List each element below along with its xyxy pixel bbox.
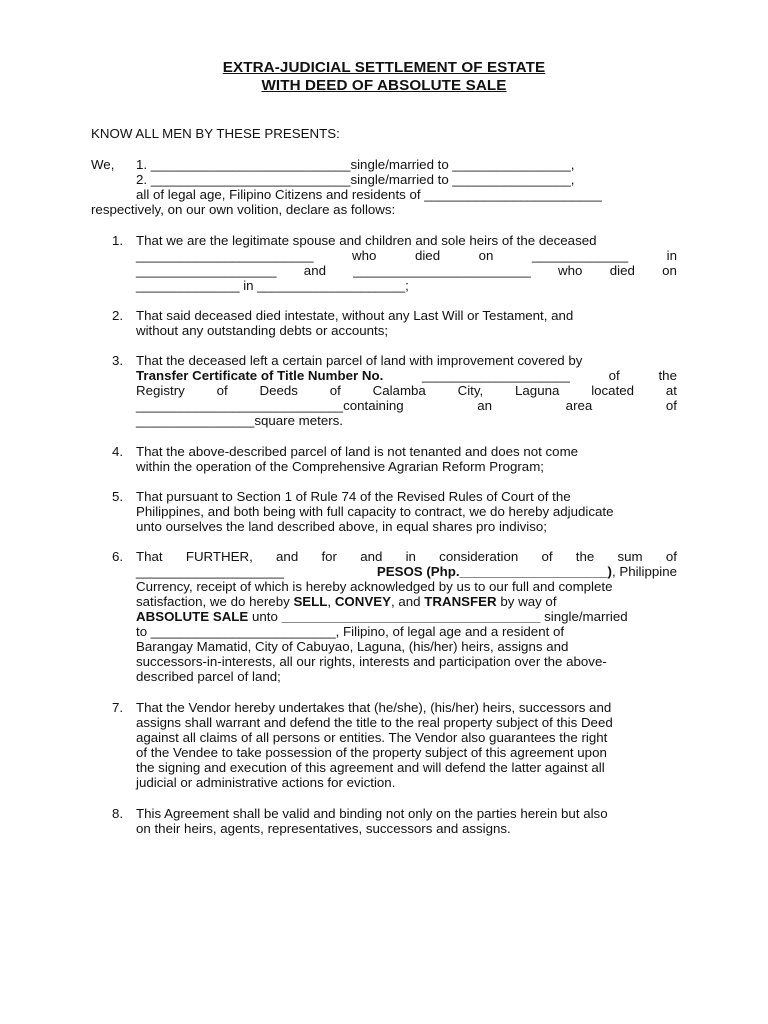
clause-6-word: and <box>276 549 299 564</box>
clause-3-word: Calamba <box>372 383 426 398</box>
convey-keyword: CONVEY <box>334 594 391 609</box>
clause-6-word: of <box>541 549 553 564</box>
clause-6-word: the <box>575 549 595 564</box>
clause-1-word: ___________________ <box>136 263 277 278</box>
clause-3-word: Registry <box>136 383 185 398</box>
clause-6-word: in <box>405 549 416 564</box>
clause-6-line-8: successors-in-interests, all our rights, interests and participation over the above- <box>136 654 607 669</box>
clause-6-word: FURTHER, <box>185 549 253 564</box>
clause-6-line-6: to _________________________, Filipino, of legal age and a resident of <box>136 624 565 639</box>
clause-3-number: 3. <box>112 353 124 368</box>
clause-6-line-1 <box>136 549 677 564</box>
clause-5-number: 5. <box>112 489 124 504</box>
clause-1-word: who <box>352 248 377 263</box>
clause-2-line-1: That said deceased died intestate, without any Last Will or Testament, and <box>136 308 574 323</box>
clause-7-line-3: against all claims of all persons or entities. The Vendor also guarantees the right <box>136 730 608 745</box>
clause-4-line-1: That the above-described parcel of land is not tenanted and does not come <box>136 444 579 459</box>
clause-5-line-2: Philippines, and both being with full capacity to contract, we do hereby adjudicate <box>136 504 614 519</box>
clause-1-word: _____________ <box>531 248 629 263</box>
clause-3-word: of <box>329 383 341 398</box>
vendee-name-blank: ___________________________________ <box>281 609 541 624</box>
clause-1-word: on <box>478 248 494 263</box>
clause-1-line-3 <box>136 263 677 278</box>
amount-group <box>377 564 677 579</box>
clause-1-word: died <box>414 248 441 263</box>
clause-3-line-2 <box>136 368 677 383</box>
clause-6-line-3: Currency, receipt of which is hereby acknowledged by us to our full and complete <box>136 579 613 594</box>
clause-8-line-1: This Agreement shall be valid and binding not only on the parties herein but also <box>136 806 608 821</box>
clause-6-word: and <box>360 549 383 564</box>
clause-3-word: Laguna <box>515 383 560 398</box>
clause-6-line-2 <box>136 564 677 579</box>
clause-1-word: on <box>662 263 677 278</box>
clause-2-number: 2. <box>112 308 124 323</box>
clause-8-number: 8. <box>112 806 124 821</box>
clause-1-word: died <box>609 263 635 278</box>
clause-4-number: 4. <box>112 444 124 459</box>
clause-3-line-3 <box>136 383 677 398</box>
clause-6-line-9: described parcel of land; <box>136 669 281 684</box>
clause-3-word: area <box>565 398 593 413</box>
document-title-line-1: EXTRA-JUDICIAL SETTLEMENT OF ESTATE <box>222 59 546 76</box>
clause-6-word: for <box>321 549 337 564</box>
document-title-line-2: WITH DEED OF ABSOLUTE SALE <box>261 77 507 94</box>
intro-heading: KNOW ALL MEN BY THESE PRESENTS: <box>91 126 340 141</box>
clause-7-line-1: That the Vendor hereby undertakes that (he/she), (his/her) heirs, successors and <box>136 700 612 715</box>
clause-5-line-3: unto ourselves the land described above, in equal shares pro indiviso; <box>136 519 547 534</box>
clause-3-word: Deeds <box>259 383 298 398</box>
intro-we: We, <box>91 157 115 172</box>
party-1-line: 1. ___________________________single/married to ________________, <box>136 157 575 172</box>
clause-3-line-1: That the deceased left a certain parcel of land with improvement covered by <box>136 353 583 368</box>
clause-1-line-4: ______________ in ____________________; <box>136 278 409 293</box>
clause-1-word: who <box>558 263 583 278</box>
clause-5-line-1: That pursuant to Section 1 of Rule 74 of the Revised Rules of Court of the <box>136 489 571 504</box>
clause-3-word: located <box>591 383 635 398</box>
clause-6-text: unto <box>248 609 282 624</box>
clause-6-line-4 <box>136 594 557 609</box>
clause-6-text: , and <box>390 594 425 609</box>
absolute-sale-keyword: ABSOLUTE SALE <box>136 609 249 624</box>
clause-7-number: 7. <box>112 700 124 715</box>
clause-6-text: satisfaction, we do hereby <box>136 594 294 609</box>
clause-7-line-2: assigns shall warrant and defend the title to the real property subject of this Deed <box>136 715 613 730</box>
clause-3-word: of <box>665 398 677 413</box>
clause-1-word: ________________________ <box>353 263 531 278</box>
clause-6-text: , <box>327 594 335 609</box>
clause-6-text: single/married <box>540 609 628 624</box>
clause-6-line-7: Barangay Mamatid, City of Cabuyao, Laguna, (his/her) heirs, assigns and <box>136 639 569 654</box>
clause-3-word: at <box>665 383 677 398</box>
clause-3-word: ____________________________containing <box>136 398 404 413</box>
clause-3-word: of <box>608 368 620 383</box>
clause-3-word: ____________________ <box>422 368 570 383</box>
clause-1-word: in <box>666 248 677 263</box>
clause-3-word: City, <box>457 383 484 398</box>
transfer-keyword: TRANSFER <box>424 594 497 609</box>
clause-2-line-2: without any outstanding debts or accounts; <box>136 323 389 338</box>
title-number-label: Transfer Certificate of Title Number No. <box>136 368 384 383</box>
clause-1-word: ________________________ <box>136 248 314 263</box>
amount-in-words-blank: ____________________ <box>136 564 284 579</box>
clause-4-line-2: within the operation of the Comprehensive Agrarian Reform Program; <box>136 459 544 474</box>
clause-6-word: sum <box>617 549 643 564</box>
clause-3-word: of <box>216 383 228 398</box>
clause-7-line-6: judicial or administrative actions for eviction. <box>136 775 396 790</box>
clause-8-line-2: on their heirs, agents, representatives, successors and assigns. <box>136 821 511 836</box>
clause-6-word: That <box>136 549 163 564</box>
declaration-line: respectively, on our own volition, declare as follows: <box>91 202 396 217</box>
clause-6-number: 6. <box>112 549 124 564</box>
clause-1-number: 1. <box>112 233 124 248</box>
currency-text: , Philippine <box>611 564 677 579</box>
pesos-amount-label: PESOS (Php.____________________) <box>376 564 612 579</box>
clause-3-line-4 <box>136 398 677 413</box>
clause-1-line-2 <box>136 248 677 263</box>
clause-6-word: consideration <box>439 549 519 564</box>
sell-keyword: SELL <box>293 594 328 609</box>
clause-3-line-5: ________________square meters. <box>136 413 344 428</box>
party-2-line: 2. ___________________________single/married to ________________, <box>136 172 575 187</box>
clause-6-line-5 <box>136 609 628 624</box>
clause-3-word: an <box>477 398 493 413</box>
clause-7-line-5: the signing and execution of this agreement and will defend the latter against all <box>136 760 605 775</box>
clause-6-text: by way of <box>496 594 557 609</box>
clause-1-line-1: That we are the legitimate spouse and children and sole heirs of the deceased <box>136 233 597 248</box>
clause-1-word: and <box>303 263 326 278</box>
clause-3-word: the <box>658 368 677 383</box>
residence-line: all of legal age, Filipino Citizens and residents of ________________________ <box>136 187 602 202</box>
clause-7-line-4: of the Vendee to take possession of the property subject of this agreement upon <box>136 745 607 760</box>
clause-6-word: of <box>665 549 677 564</box>
